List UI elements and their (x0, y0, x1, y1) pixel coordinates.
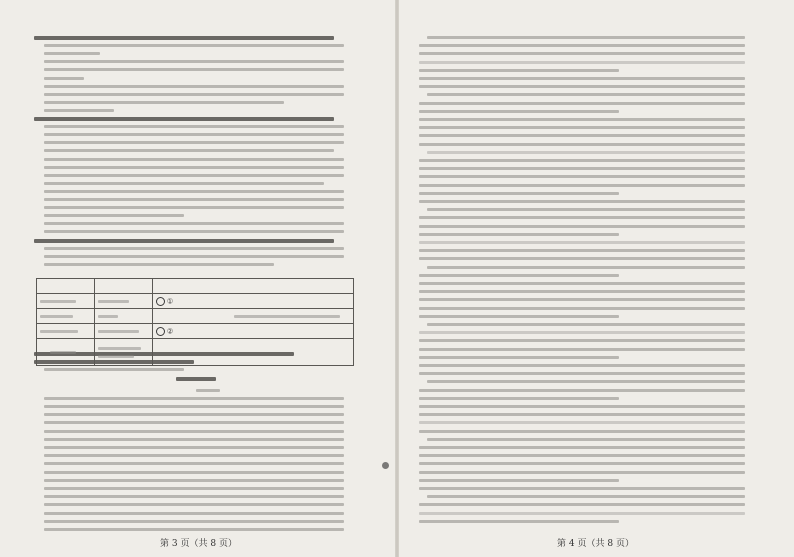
page-right-text (397, 0, 794, 557)
text-line (44, 230, 344, 233)
text-line (419, 159, 745, 162)
table-cell (152, 324, 353, 339)
text-line (44, 52, 100, 55)
text-line (419, 192, 619, 195)
text-line (419, 249, 745, 252)
text-line (44, 206, 344, 209)
table-cell-text: ② (166, 327, 174, 335)
table-row (37, 294, 354, 309)
text-line (44, 133, 344, 136)
text-line (427, 323, 745, 326)
comparison-table (36, 278, 354, 366)
text-line (419, 315, 619, 318)
text-line (419, 512, 745, 515)
text-line (44, 247, 344, 250)
ink-dot (382, 462, 389, 469)
table-cell (94, 309, 152, 324)
text-line (427, 438, 745, 441)
text-line (44, 158, 344, 161)
table-cell-text: ① (166, 297, 174, 305)
table-cell (94, 294, 152, 309)
text-line (419, 430, 745, 433)
text-line (419, 184, 745, 187)
table-cell (94, 339, 152, 366)
text-line (419, 389, 745, 392)
page-number: 第 3 页（共 8 页） (160, 539, 237, 549)
text-line (427, 380, 745, 383)
text-line (419, 471, 745, 474)
text-line (44, 166, 344, 169)
text-line (427, 208, 745, 211)
text-line (419, 405, 745, 408)
text-line (44, 109, 114, 112)
text-line (419, 241, 745, 244)
text-line (419, 233, 619, 236)
text-line (44, 495, 344, 498)
text-line (419, 85, 745, 88)
text-line (419, 298, 745, 301)
text-line (419, 69, 619, 72)
text-line (419, 397, 619, 400)
text-line (419, 257, 745, 260)
text-line (419, 454, 745, 457)
text-line (419, 487, 745, 490)
text-line (34, 117, 334, 121)
text-line (44, 214, 184, 217)
text-line (419, 290, 745, 293)
text-line (44, 528, 344, 531)
text-line (419, 216, 745, 219)
text-line (419, 102, 745, 105)
table-header-row (37, 279, 354, 294)
text-line (44, 487, 344, 490)
table-row (37, 339, 354, 366)
text-line (44, 520, 344, 523)
text-line (427, 36, 745, 39)
table-row (37, 324, 354, 339)
text-line (427, 151, 745, 154)
text-line (427, 495, 745, 498)
text-line (419, 225, 745, 228)
text-line (44, 263, 274, 266)
circled-number-icon (156, 327, 165, 336)
text-line (44, 512, 344, 515)
text-line (427, 93, 745, 96)
text-line (44, 125, 344, 128)
text-line (419, 331, 745, 334)
text-line (419, 143, 745, 146)
text-line (419, 44, 745, 47)
table-cell (37, 324, 95, 339)
text-line (44, 141, 344, 144)
table-cell (152, 294, 353, 309)
text-line (44, 174, 344, 177)
text-line (419, 274, 619, 277)
circled-number-icon (156, 297, 165, 306)
text-line (44, 430, 344, 433)
table-cell (152, 339, 353, 366)
text-line (419, 110, 619, 113)
text-line (44, 405, 344, 408)
text-line (419, 503, 745, 506)
table-row (37, 309, 354, 324)
text-line (419, 167, 745, 170)
table-cell (37, 339, 95, 366)
page-number: 第 4 页（共 8 页） (557, 539, 634, 549)
table-header-cell (37, 279, 95, 294)
text-line (419, 413, 745, 416)
text-line (44, 421, 344, 424)
text-line (44, 198, 344, 201)
text-line (419, 372, 745, 375)
text-line (419, 307, 745, 310)
table-header-cell (152, 279, 353, 294)
text-line (44, 479, 344, 482)
text-line (419, 356, 619, 359)
text-line (44, 438, 344, 441)
text-line (419, 520, 619, 523)
table-cell (37, 294, 95, 309)
table-cell (152, 309, 353, 324)
text-line (44, 255, 344, 258)
text-line (44, 101, 284, 104)
text-line (419, 118, 745, 121)
text-line (176, 377, 216, 381)
text-line (419, 200, 745, 203)
text-line (419, 61, 745, 64)
page-right (397, 0, 794, 557)
text-line (44, 471, 344, 474)
text-line (44, 413, 344, 416)
text-line (44, 60, 344, 63)
text-line (34, 239, 334, 243)
text-line (44, 503, 344, 506)
text-line (427, 266, 745, 269)
table-cell (37, 309, 95, 324)
table-header-cell (94, 279, 152, 294)
text-line (44, 182, 324, 185)
text-line (44, 446, 344, 449)
text-line (44, 222, 344, 225)
text-line (44, 68, 344, 71)
text-line (419, 421, 745, 424)
text-line (196, 389, 220, 392)
text-line (44, 462, 344, 465)
text-line (44, 368, 184, 371)
text-line (44, 85, 344, 88)
text-line (419, 282, 745, 285)
text-line (419, 339, 745, 342)
text-line (419, 348, 745, 351)
text-line (44, 190, 344, 193)
text-line (419, 462, 745, 465)
text-line (44, 454, 344, 457)
text-line (44, 44, 344, 47)
text-line (419, 126, 745, 129)
text-line (419, 446, 745, 449)
text-line (419, 175, 745, 178)
text-line (34, 36, 334, 40)
text-line (419, 479, 619, 482)
table-cell (94, 324, 152, 339)
text-line (44, 93, 344, 96)
text-line (419, 52, 745, 55)
text-line (419, 134, 745, 137)
text-line (419, 364, 745, 367)
text-line (419, 77, 745, 80)
text-line (44, 149, 334, 152)
text-line (44, 397, 344, 400)
text-line (44, 77, 84, 80)
